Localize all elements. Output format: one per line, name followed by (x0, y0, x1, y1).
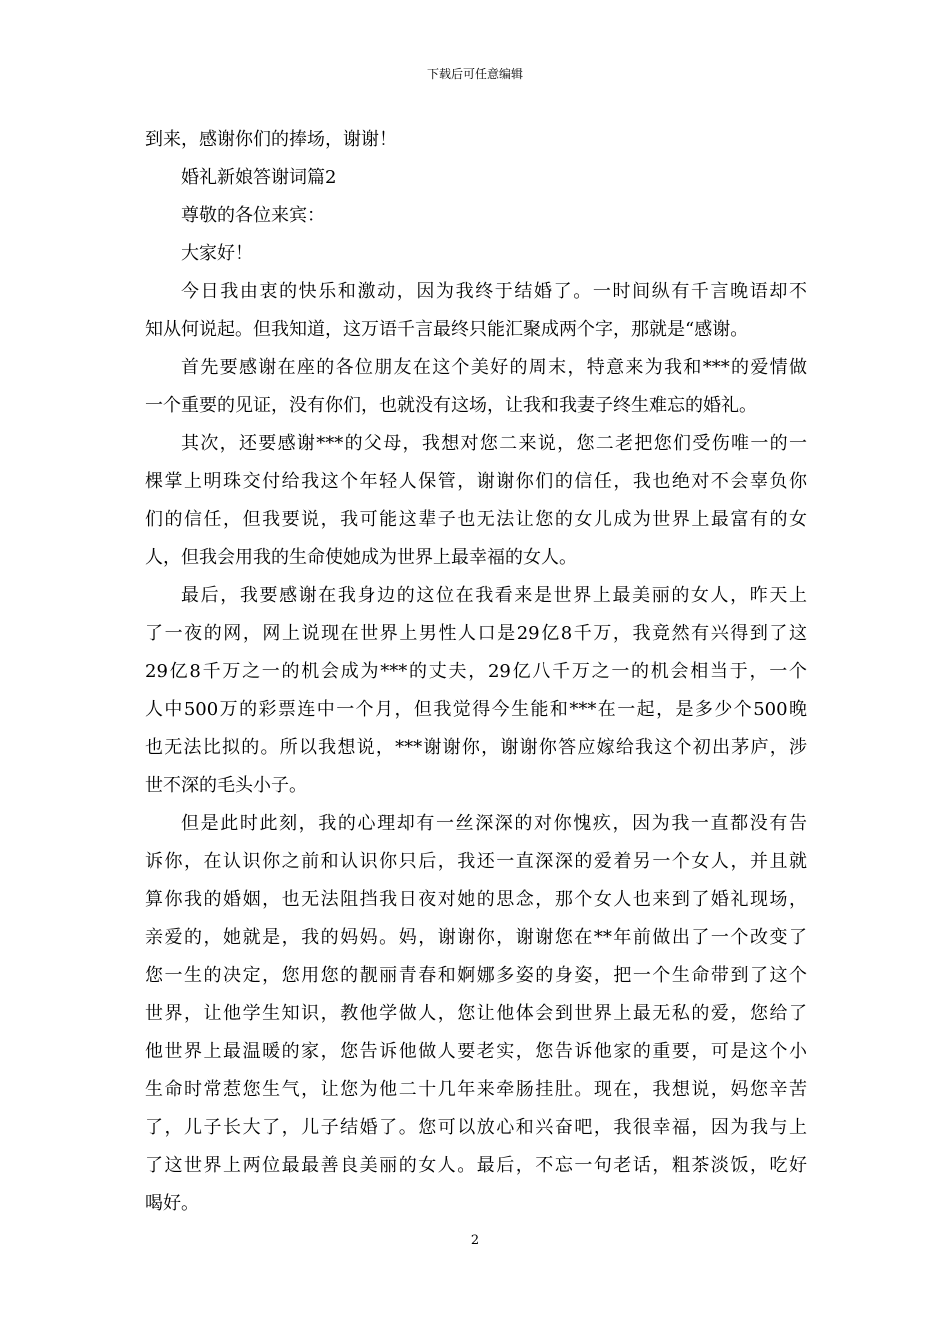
body-line: 您一生的决定，您用您的靓丽青春和婀娜多姿的身姿，把一个生命带到了这个 (145, 965, 807, 986)
body-line: 其次，还要感谢***的父母，我想对您二来说，您二老把您们受伤唯一的一 (181, 433, 807, 454)
greeting: 大家好！ (181, 243, 253, 264)
page-number: 2 (470, 1233, 480, 1248)
body-line: 人，但我会用我的生命使她成为世界上最幸福的女人。 (145, 547, 577, 568)
section-heading: 婚礼新娘答谢词篇2 (181, 167, 337, 188)
document-body (145, 121, 807, 1223)
body-line: 也无法比拟的。所以我想说，***谢谢你，谢谢你答应嫁给我这个初出茅庐，涉 (145, 737, 807, 758)
body-line: 了这世界上两位最最善良美丽的女人。最后，不忘一句老话，粗茶淡饭，吃好 (145, 1155, 807, 1176)
body-line: 亲爱的，她就是，我的妈妈。妈，谢谢你，谢谢您在**年前做出了一个改变了 (145, 927, 807, 948)
body-line: 人中500万的彩票连中一个月，但我觉得今生能和***在一起，是多少个500晚 (145, 699, 807, 720)
body-line: 世界，让他学生知识，教他学做人，您让他体会到世界上最无私的爱，您给了 (145, 1003, 807, 1024)
body-line: 他世界上最温暖的家，您告诉他做人要老实，您告诉他家的重要，可是这个小 (145, 1041, 807, 1062)
body-line: 了一夜的网，网上说现在世界上男性人口是29亿8千万，我竟然有兴得到了这 (145, 623, 807, 644)
body-line: 今日我由衷的快乐和激动，因为我终于结婚了。一时间纵有千言晚语却不 (181, 281, 807, 302)
body-line: 但是此时此刻，我的心理却有一丝深深的对你愧疚，因为我一直都没有告 (181, 813, 807, 834)
body-line: 生命时常惹您生气，让您为他二十几年来牵肠挂肚。现在，我想说，妈您辛苦 (145, 1079, 807, 1100)
body-line: 首先要感谢在座的各位朋友在这个美好的周末，特意来为我和***的爱情做 (181, 357, 807, 378)
body-line: 们的信任，但我要说，我可能这辈子也无法让您的女儿成为世界上最富有的女 (145, 509, 807, 530)
body-line: 一个重要的见证，没有你们，也就没有这场，让我和我妻子终生难忘的婚礼。 (145, 395, 757, 416)
body-line: 棵掌上明珠交付给我这个年轻人保管，谢谢你们的信任，我也绝对不会辜负你 (145, 471, 807, 492)
salutation: 尊敬的各位来宾： (181, 205, 325, 226)
body-line: 到来，感谢你们的捧场，谢谢！ (145, 129, 397, 150)
body-line: 最后，我要感谢在我身边的这位在我看来是世界上最美丽的女人，昨天上 (181, 585, 807, 606)
body-line: 世不深的毛头小子。 (145, 775, 307, 796)
page-header: 下载后可任意编辑 (426, 67, 523, 81)
body-line: 知从何说起。但我知道，这万语千言最终只能汇聚成两个字，那就是“感谢。 (145, 319, 749, 340)
body-line: 29亿8千万之一的机会成为***的丈夫，29亿八千万之一的机会相当于，一个 (145, 661, 807, 682)
body-line: 喝好。 (145, 1193, 199, 1214)
body-line: 算你我的婚姻，也无法阻挡我日夜对她的思念，那个女人也来到了婚礼现场， (145, 889, 807, 910)
body-line: 了，儿子长大了，儿子结婚了。您可以放心和兴奋吧，我很幸福，因为我与上 (145, 1117, 807, 1138)
body-line: 诉你，在认识你之前和认识你只后，我还一直深深的爱着另一个女人，并且就 (145, 851, 807, 872)
